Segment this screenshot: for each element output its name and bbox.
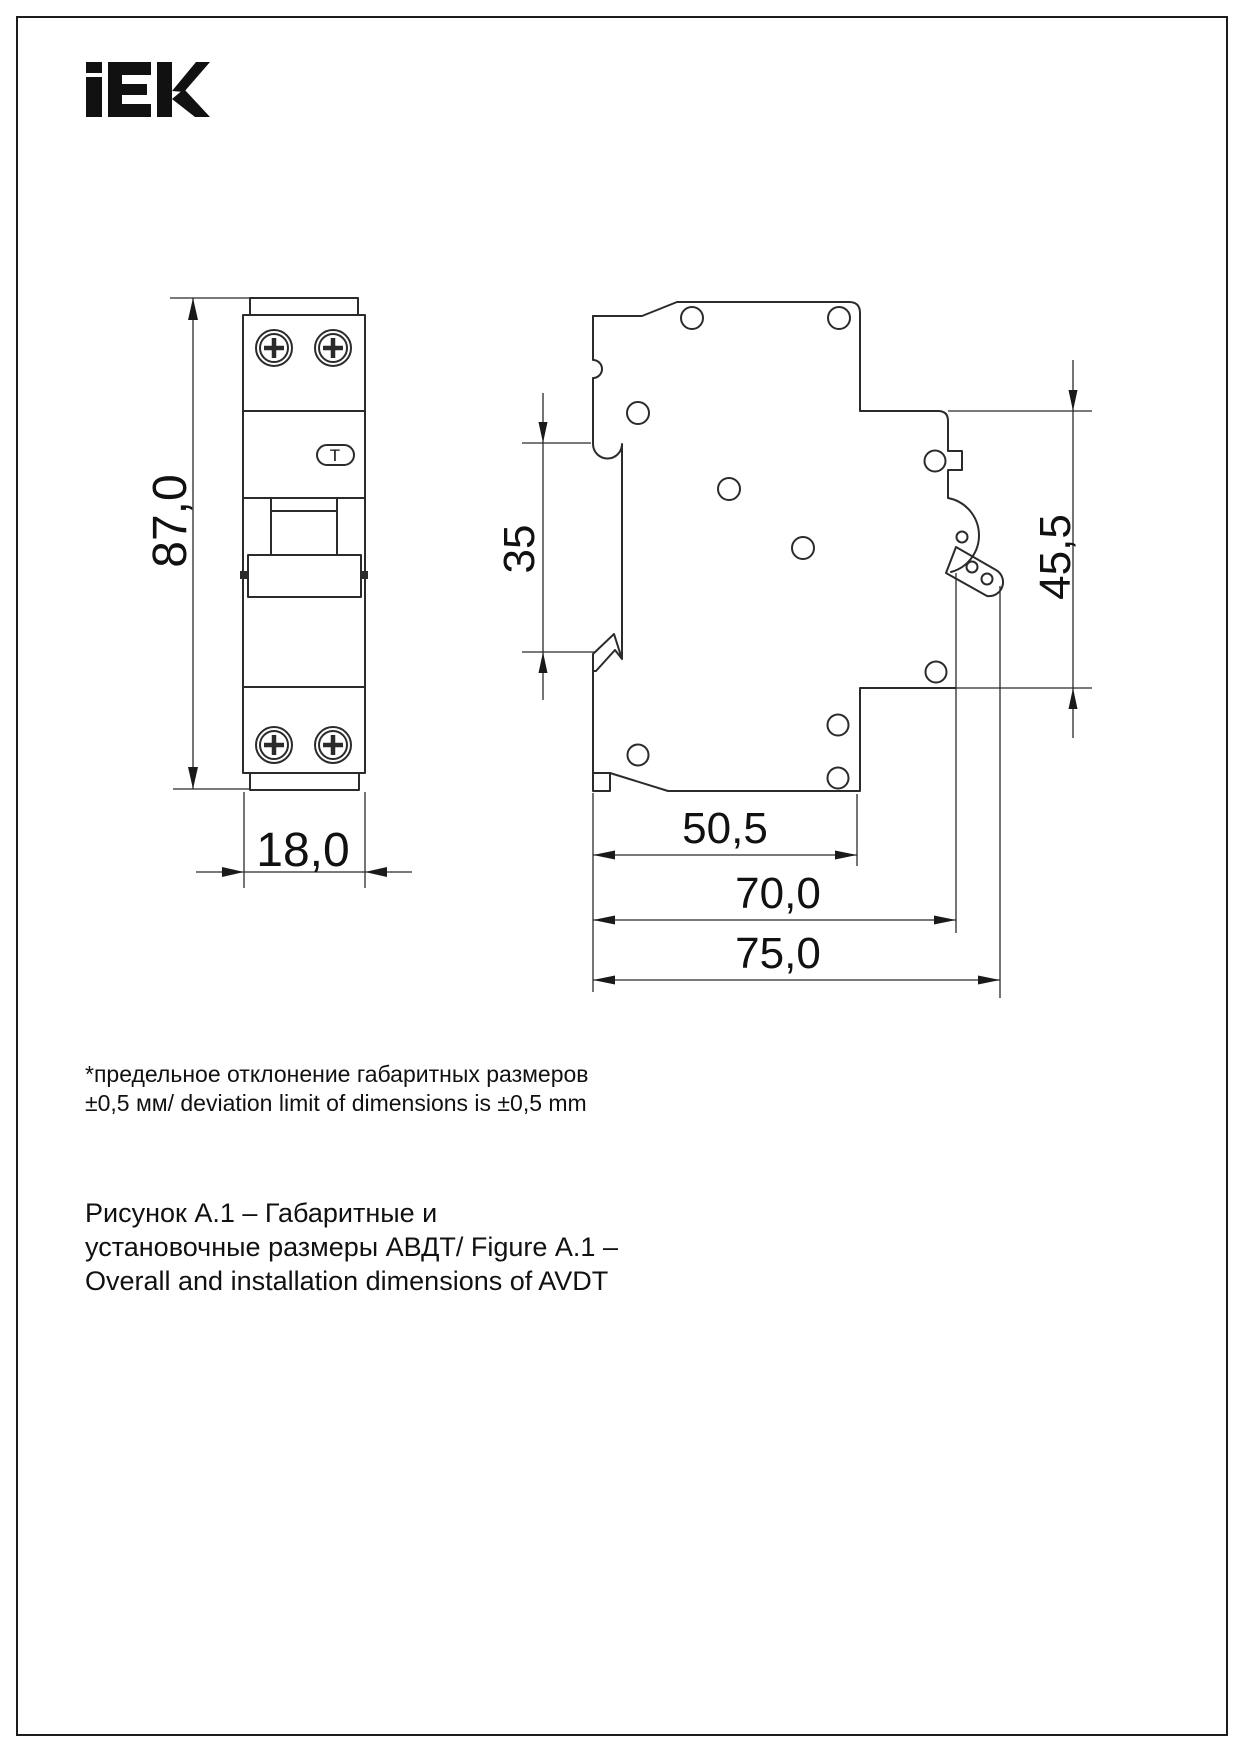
front-height-label: 87,0 (144, 474, 197, 568)
tolerance-note (85, 1060, 645, 1118)
dimension-70 (593, 869, 956, 925)
front-width-label: 18,0 (256, 824, 350, 877)
mount-foot (593, 773, 610, 791)
figure-caption-line3: Overall and installation dimensions of AVDT (85, 1266, 609, 1296)
tolerance-note-line2: ±0,5 мм/ deviation limit of dimensions is ±0,5 mm (85, 1090, 587, 1116)
dimension-45-5 (948, 360, 1092, 738)
dimension-87 (144, 298, 252, 789)
dimension-35 (495, 393, 594, 700)
depth-label-1: 50,5 (682, 804, 768, 853)
figure-caption-line2: установочные размеры АВДТ/ Figure А.1 – (85, 1232, 618, 1262)
iek-logo-icon (86, 62, 210, 117)
toggle-handle (240, 498, 368, 597)
figure-caption-line1: Рисунок А.1 – Габаритные и (85, 1198, 438, 1228)
din-claw (593, 634, 622, 671)
dimension-18 (196, 792, 412, 888)
depth-label-3: 75,0 (735, 929, 821, 978)
front-top-cap (250, 298, 358, 315)
mount-height-label: 45,5 (1031, 514, 1080, 600)
side-outline-upper (593, 302, 979, 572)
front-view (144, 298, 412, 888)
dimension-50-5 (593, 794, 857, 866)
side-outline-left (593, 316, 622, 658)
screw-icon (256, 330, 292, 366)
din-slot-label: 35 (495, 524, 544, 574)
rivet-holes (627, 307, 947, 789)
front-body (243, 315, 365, 773)
front-bottom-cap (250, 773, 359, 790)
depth-label-2: 70,0 (735, 869, 821, 918)
screw-icon (256, 727, 292, 763)
side-outline-bottom (610, 688, 955, 791)
side-view (495, 302, 1092, 998)
test-button-label: T (329, 446, 341, 465)
tolerance-note-line1: *предельное отклонение габаритных размеров (85, 1061, 589, 1087)
screw-icon (315, 727, 351, 763)
figure-caption (85, 1196, 705, 1298)
screw-icon (315, 330, 351, 366)
